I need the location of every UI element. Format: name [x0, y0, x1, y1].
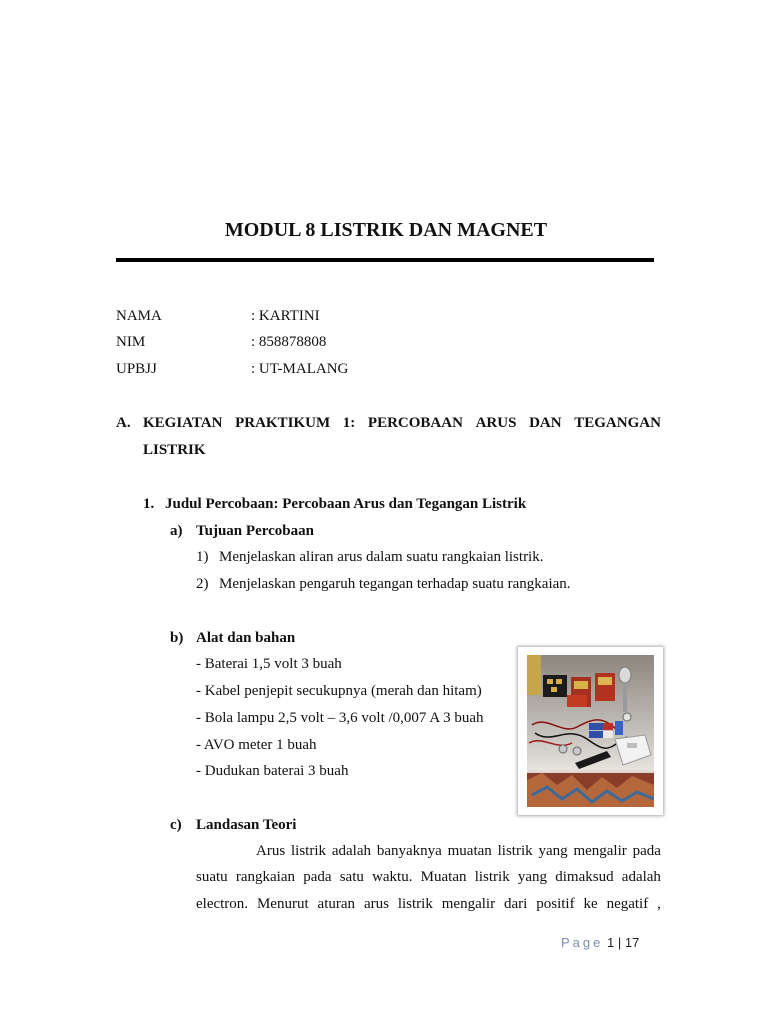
section-a-heading-line2: LISTRIK	[143, 442, 206, 458]
heading-word: 1:	[342, 415, 356, 431]
alat-item: - Dudukan baterai 3 buah	[196, 763, 349, 779]
tujuan-item-2: Menjelaskan pengaruh tegangan terhadap suatu rangkaian.	[219, 576, 571, 592]
heading-word: KEGIATAN	[143, 415, 223, 431]
title-underline	[116, 258, 654, 262]
landasan-paragraph-line3	[196, 896, 661, 913]
paragraph-word: Arus	[256, 843, 286, 859]
paragraph-word: dimaksud	[555, 869, 614, 885]
tujuan-marker: a)	[170, 523, 183, 539]
paragraph-word: listrik	[474, 869, 510, 885]
alat-item: - Kabel penjepit secukupnya (merah dan hitam)	[196, 683, 482, 699]
identity-label-nim: NIM	[116, 334, 146, 350]
paragraph-word: Muatan	[420, 869, 467, 885]
paragraph-word: mengalir	[573, 843, 627, 859]
paragraph-word: arus	[363, 896, 389, 912]
item-1-title: Judul Percobaan: Percobaan Arus dan Tegangan Listrik	[165, 496, 527, 512]
heading-word: PERCOBAAN	[367, 415, 463, 431]
paragraph-word: satu	[339, 869, 364, 885]
footer-page-word: Page	[561, 935, 604, 950]
paragraph-word: ke	[583, 896, 598, 912]
tujuan-item-1: Menjelaskan aliran arus dalam suatu rangkaian listrik.	[219, 549, 544, 565]
section-a-marker: A.	[116, 415, 131, 431]
landasan-heading: Landasan Teori	[196, 817, 297, 833]
footer-separator: |	[617, 935, 622, 950]
paragraph-word: aturan	[317, 896, 356, 912]
heading-word: PRAKTIKUM	[235, 415, 331, 431]
paragraph-word: muatan	[447, 843, 492, 859]
paragraph-word: pada	[632, 843, 661, 859]
paragraph-word: dari	[504, 896, 528, 912]
paragraph-word: electron.	[196, 896, 249, 912]
alat-item: - AVO meter 1 buah	[196, 737, 317, 753]
tujuan-heading: Tujuan Percobaan	[196, 523, 314, 539]
paragraph-word: listrik	[397, 896, 433, 912]
alat-item: - Bola lampu 2,5 volt – 3,6 volt /0,007 A 3 buah	[196, 710, 484, 726]
alat-marker: b)	[170, 630, 184, 646]
landasan-paragraph-line1	[256, 843, 661, 860]
paragraph-word: listrik	[291, 843, 327, 859]
equipment-photo	[527, 655, 654, 807]
paragraph-word: adalah	[331, 843, 371, 859]
footer-page-number: 1	[607, 935, 615, 950]
document-title: MODUL 8 LISTRIK DAN MAGNET	[224, 219, 548, 241]
section-a-heading-line1	[143, 415, 661, 432]
heading-word: TEGANGAN	[574, 415, 661, 431]
identity-label-upbjj: UPBJJ	[116, 361, 157, 377]
paragraph-word: ,	[657, 896, 661, 912]
paragraph-word: suatu	[196, 869, 228, 885]
paragraph-word: adalah	[621, 869, 661, 885]
landasan-marker: c)	[170, 817, 182, 833]
identity-value-upbjj: : UT-MALANG	[251, 361, 349, 377]
identity-label-nama: NAMA	[116, 308, 162, 324]
paragraph-word: Menurut	[256, 896, 309, 912]
paragraph-word: pada	[303, 869, 332, 885]
paragraph-word: rangkaian	[235, 869, 295, 885]
equipment-photo-frame	[518, 647, 663, 815]
identity-value-nama: : KARTINI	[251, 308, 320, 324]
landasan-paragraph-line2	[196, 869, 661, 886]
heading-word: ARUS	[475, 415, 517, 431]
alat-heading: Alat dan bahan	[196, 630, 296, 646]
paragraph-word: negatif	[606, 896, 649, 912]
heading-word: DAN	[529, 415, 562, 431]
item-1-marker: 1.	[143, 496, 155, 512]
paragraph-word: yang	[517, 869, 548, 885]
page-footer	[561, 935, 639, 950]
paragraph-word: waktu.	[372, 869, 413, 885]
paragraph-word: banyaknya	[376, 843, 442, 859]
footer-page-total: 17	[624, 935, 640, 950]
alat-item: - Baterai 1,5 volt 3 buah	[196, 656, 342, 672]
paragraph-word: mengalir	[441, 896, 496, 912]
paragraph-word: positif	[536, 896, 575, 912]
identity-value-nim: : 858878808	[251, 334, 327, 350]
paragraph-word: listrik	[497, 843, 533, 859]
paragraph-word: yang	[538, 843, 568, 859]
tujuan-item-1-num: 1)	[196, 549, 209, 565]
tujuan-item-2-num: 2)	[196, 576, 209, 592]
